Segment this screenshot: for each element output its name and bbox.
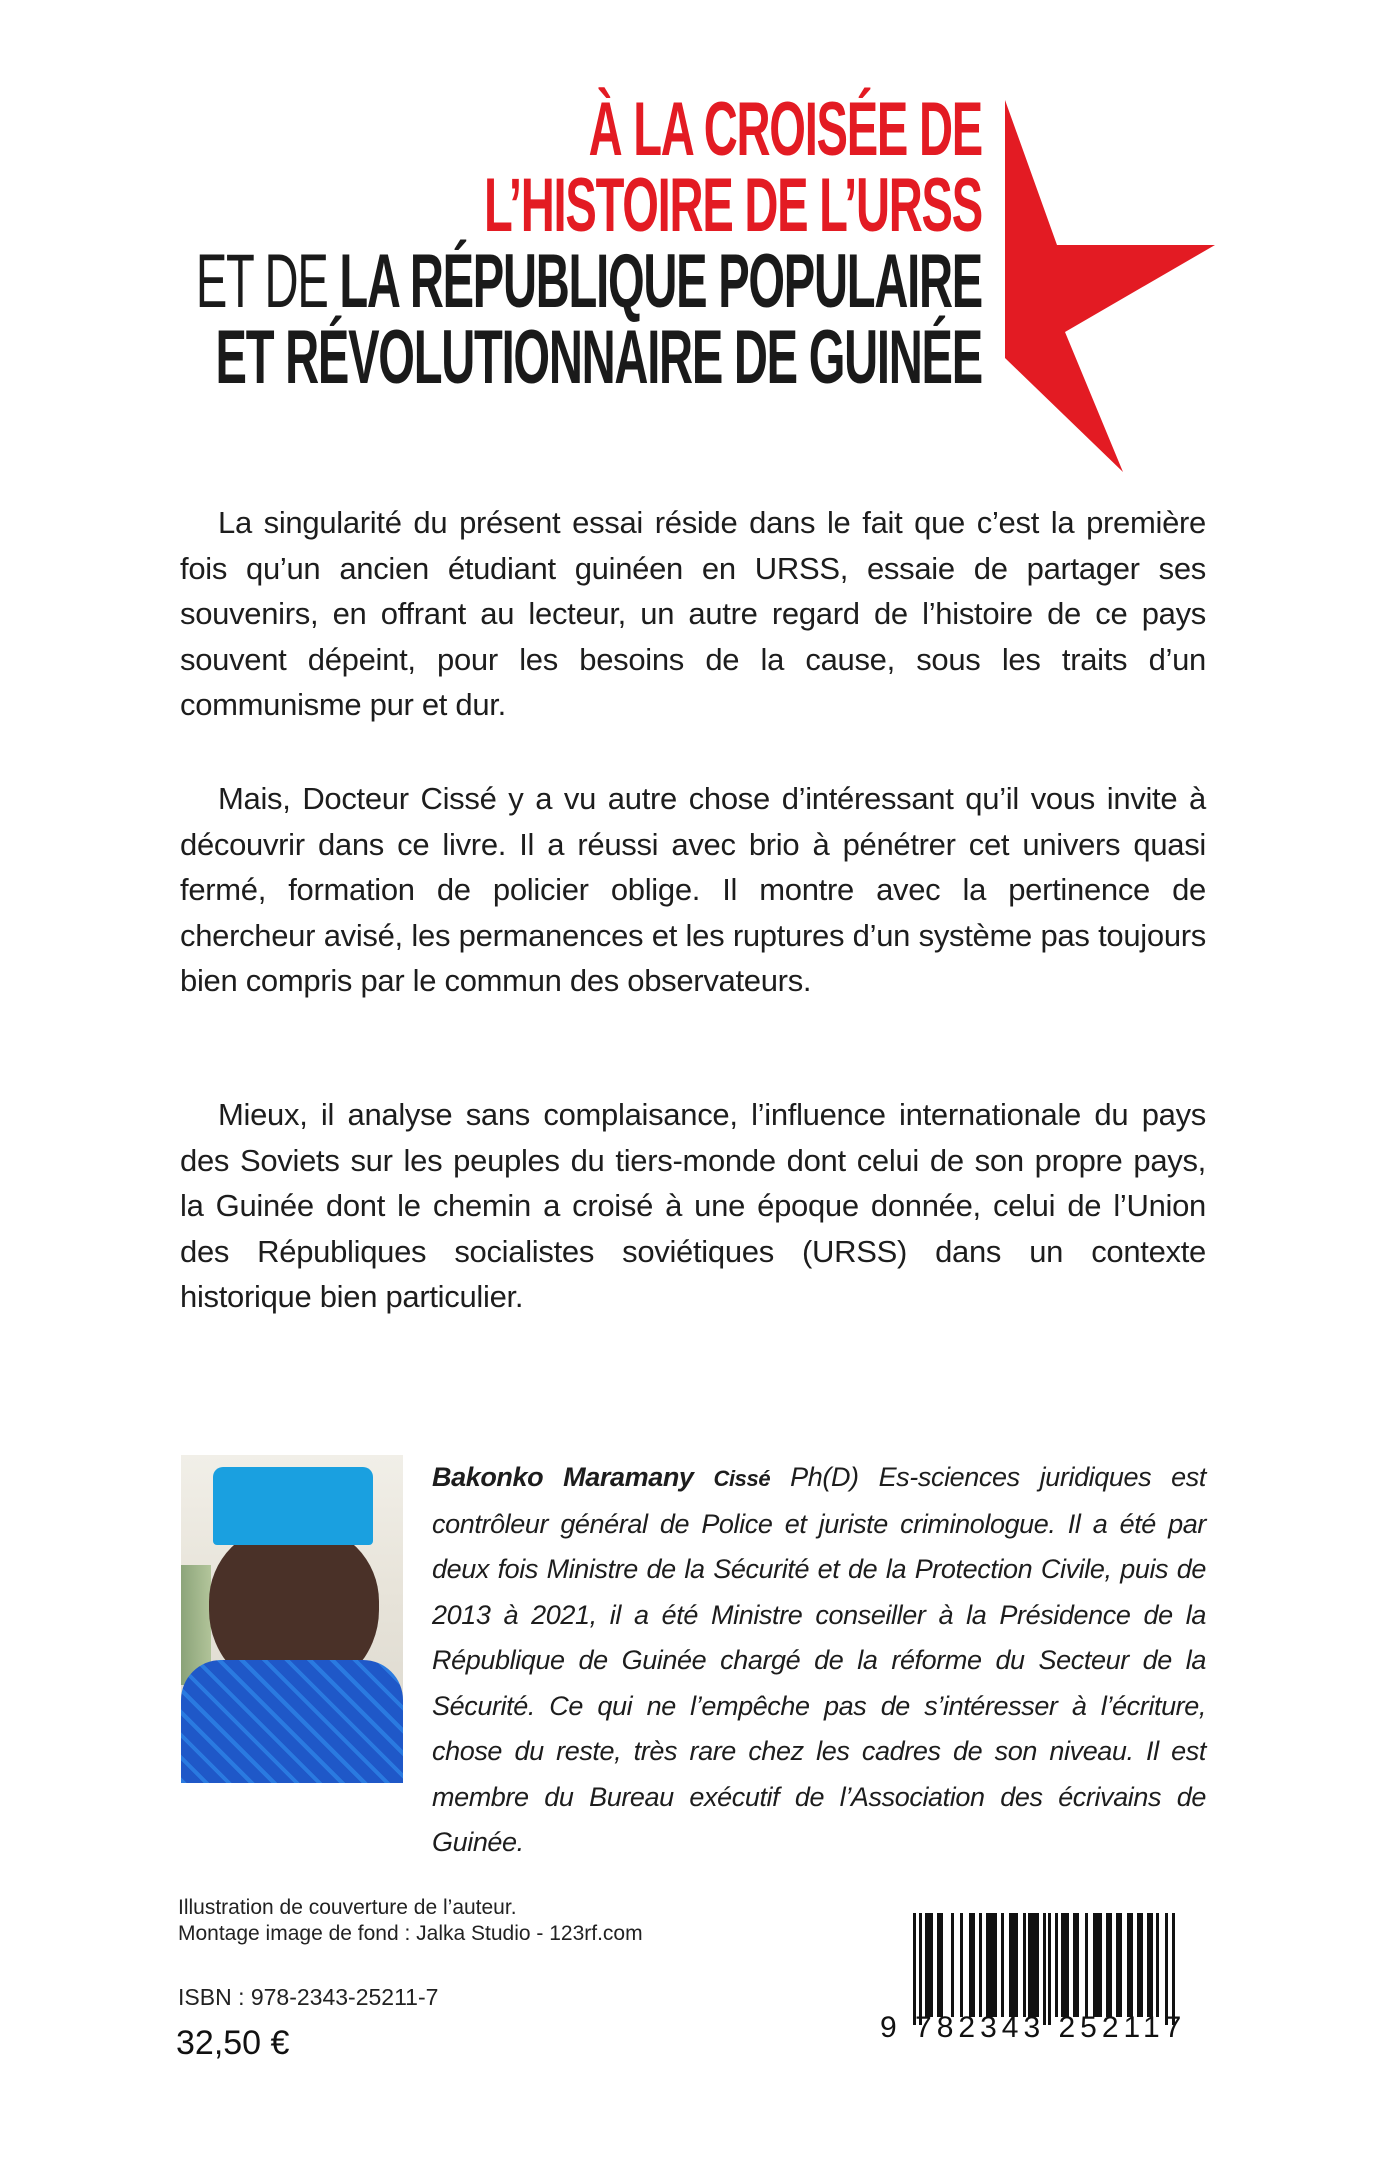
title-line-2: L’HISTOIRE DE L’URSS — [484, 163, 982, 248]
book-title — [195, 87, 982, 400]
barcode — [880, 1893, 1187, 2053]
credit-line-1: Illustration de couverture de l’auteur. — [178, 1896, 517, 1919]
price: 32,50 € — [176, 2024, 290, 2062]
paragraph-3 — [180, 1092, 1206, 1320]
paragraph-1 — [180, 500, 1206, 728]
paragraph-text: Mais, Docteur Cissé y a vu autre chose d’intéressant qu’il vous invite à découvrir dans ce livre. Il a réussi avec brio à pénétrer cet univers quasi fermé, formation de policier oblige. Il montre avec la pertinence de chercheur avisé, les permanences et les ruptures d’un système pas toujours bien compris par le commun des observateurs. — [180, 781, 1206, 998]
title-line-3-main: LA RÉPUBLIQUE POPULAIRE — [339, 239, 982, 324]
title-line-3-prefix: ET DE — [195, 239, 340, 324]
barcode-icon — [913, 1913, 1177, 2025]
barcode-digits: 9 782343 252117 — [880, 2011, 1187, 2044]
photo-robe — [181, 1660, 403, 1783]
author-bio — [432, 1455, 1206, 1866]
author-name: Bakonko Maramany — [432, 1462, 714, 1492]
author-surname: Cissé — [713, 1466, 771, 1491]
author-bio-text: Ph(D) Es-sciences juridiques est contrôleur général de Police et juriste criminologue. Il a été par deux fois Ministre de la Sécurité et de la Protection Civile, puis de 2013 à 2021, il a été Ministre conseiller à la Présidence de la République de Guinée chargé de la réforme du Secteur de la Sécurité. Ce qui ne l’empêche pas de s’intéresser à l’écriture, chose du reste, très rare chez les cadres de son niveau. Il est membre du Bureau exécutif de l’Association des écrivains de Guinée. — [432, 1462, 1206, 1857]
title-line-4: ET RÉVOLUTIONNAIRE DE GUINÉE — [215, 315, 982, 400]
cover-credits — [178, 1895, 643, 1947]
red-star-icon — [1005, 100, 1215, 480]
credit-line-2: Montage image de fond : Jalka Studio - 123rf.com — [178, 1922, 643, 1945]
title-line-1: À LA CROISÉE DE — [588, 87, 982, 172]
photo-cap — [213, 1467, 373, 1545]
paragraph-text: La singularité du présent essai réside dans le fait que c’est la première fois qu’un ancien étudiant guinéen en URSS, essaie de partager ses souvenirs, en offrant au lecteur, un autre regard de l’histoire de ce pays souvent dépeint, pour les besoins de la cause, sous les traits d’un communisme pur et dur. — [180, 505, 1206, 722]
title-line-3 — [195, 239, 982, 324]
isbn: ISBN : 978-2343-25211-7 — [178, 1984, 439, 2010]
paragraph-text: Mieux, il analyse sans complaisance, l’influence internationale du pays des Soviets sur les peuples du tiers-monde dont celui de son propre pays, la Guinée dont le chemin a croisé à une époque donnée, celui de l’Union des Républiques socialistes soviétiques (URSS) dans un contexte historique bien particulier. — [180, 1097, 1206, 1314]
paragraph-2 — [180, 776, 1206, 1004]
author-photo — [181, 1455, 403, 1783]
